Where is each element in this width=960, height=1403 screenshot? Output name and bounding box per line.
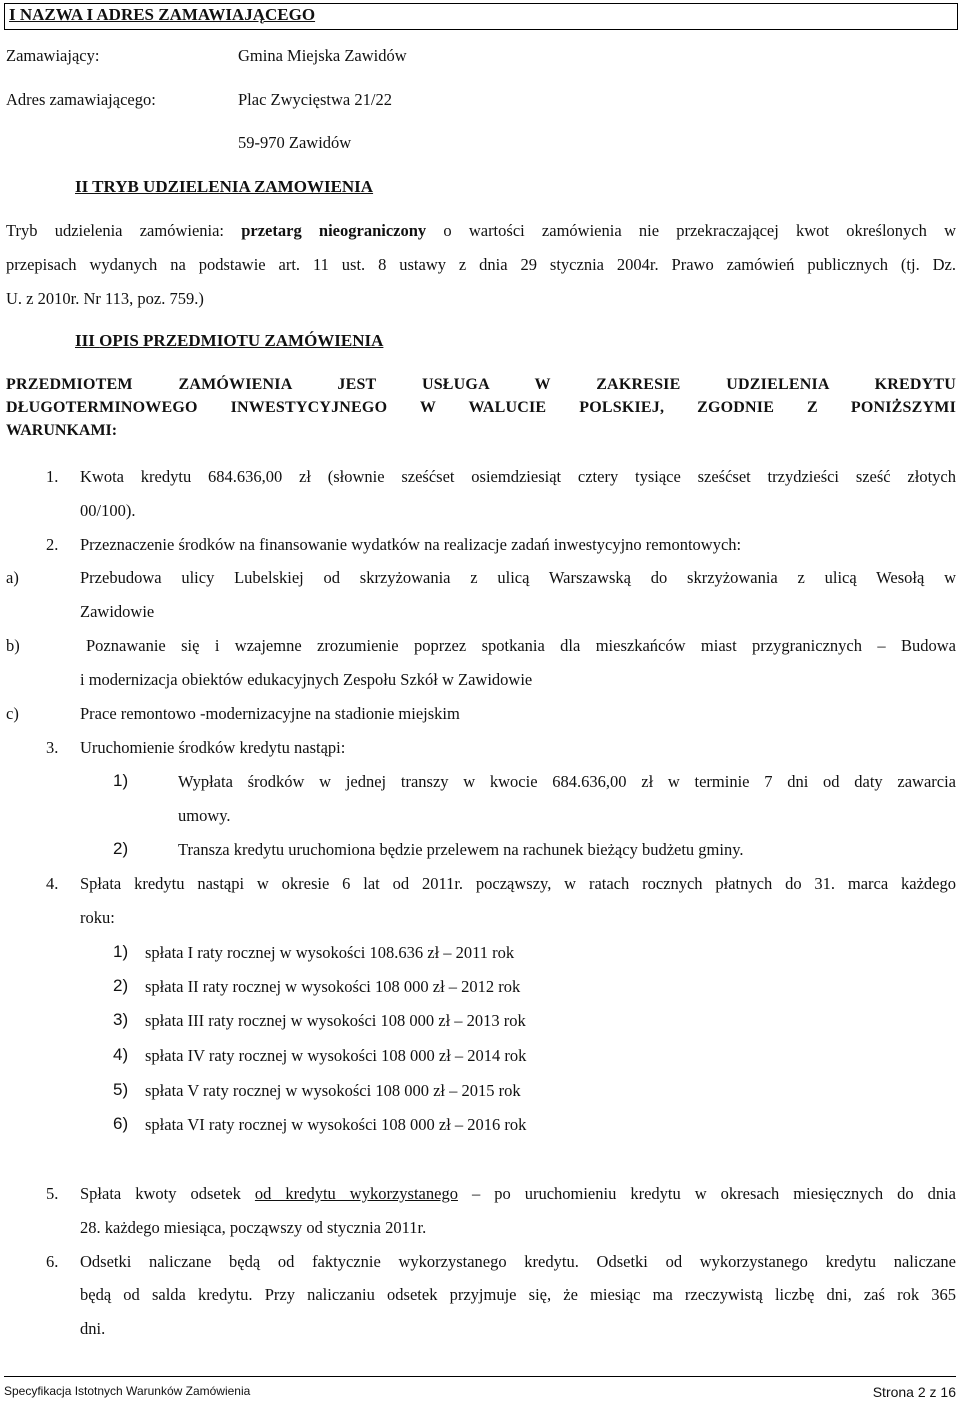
item-3-2-number: 2) [113, 839, 129, 858]
rate-4-number: 4) [113, 1045, 129, 1064]
item-5-text-c: – po uruchomieniu kredytu w okresach miesięcznych do dnia [457, 1184, 956, 1203]
item-3-number: 3. [46, 738, 59, 757]
orderer-value: Gmina Miejska Zawidów [238, 46, 407, 65]
subject-caps-line-2: DŁUGOTERMINOWEGO INWESTYCYJNEGO W WALUCIE POLSKIEJ, ZGODNIE Z PONIŻSZYMI [6, 399, 956, 416]
item-5-line-1 [80, 1184, 956, 1204]
item-6-line-3: dni. [80, 1319, 106, 1338]
rate-5-text: spłata V raty rocznej w wysokości 108 000 zł – 2015 rok [145, 1081, 521, 1100]
address-label: Adres zamawiającego: [6, 90, 156, 109]
rate-6-text: spłata VI raty rocznej w wysokości 108 000 zł – 2016 rok [145, 1115, 527, 1134]
footer-title: Specyfikacja Istotnych Warunków Zamówienia [4, 1384, 251, 1398]
mode-value: przetarg nieograniczony [241, 221, 427, 240]
item-3-1-line-2: umowy. [178, 806, 231, 825]
rate-6-number: 6) [113, 1114, 129, 1133]
item-1-number: 1. [46, 467, 59, 486]
subject-caps-line-3: WARUNKAMI: [6, 422, 118, 439]
section-1-title: I NAZWA I ADRES ZAMAWIAJĄCEGO [9, 5, 316, 24]
section-2-title: II TRYB UDZIELENIA ZAMOWIENIA [75, 177, 374, 196]
item-6-number: 6. [46, 1252, 59, 1271]
item-3-2-line-1: Transza kredytu uruchomiona będzie przelewem na rachunek bieżący budżetu gminy. [178, 840, 744, 859]
mode-line-1 [6, 221, 956, 241]
rate-2-text: spłata II raty rocznej w wysokości 108 000 zł – 2012 rok [145, 977, 521, 996]
item-4-line-1: Spłata kredytu nastąpi w okresie 6 lat od 2011r. począwszy, w ratach rocznych płatnych do 31. marca każdego [80, 874, 956, 893]
rate-3-number: 3) [113, 1010, 129, 1029]
item-c-letter: c) [6, 704, 19, 723]
rate-1-text: spłata I raty rocznej w wysokości 108.636 zł – 2011 rok [145, 943, 515, 962]
page-number: Strona 2 z 16 [872, 1384, 956, 1400]
item-5-line-2: 28. każdego miesiąca, począwszy od stycznia 2011r. [80, 1218, 427, 1237]
rate-4-text: spłata IV raty rocznej w wysokości 108 000 zł – 2014 rok [145, 1046, 527, 1065]
item-2-line-1: Przeznaczenie środków na finansowanie wydatków na realizacje zadań inwestycyjno remontowych: [80, 535, 742, 554]
subject-caps-line-1: PRZEDMIOTEM ZAMÓWIENIA JEST USŁUGA W ZAKRESIE UDZIELENIA KREDYTU [6, 376, 956, 393]
item-b-letter: b) [6, 636, 20, 655]
item-3-line-1: Uruchomienie środków kredytu nastąpi: [80, 738, 346, 757]
mode-text: o wartości zamówienia nie przekraczającej kwot określonych w [426, 221, 956, 240]
item-2-number: 2. [46, 535, 59, 554]
rate-3-text: spłata III raty rocznej w wysokości 108 000 zł – 2013 rok [145, 1011, 526, 1030]
item-b-line-1: Poznawanie się i wzajemne zrozumienie poprzez spotkania dla mieszkańców miast przygranicznych – Budowa [86, 636, 956, 655]
item-c-line-1: Prace remontowo -modernizacyjne na stadionie miejskim [80, 704, 460, 723]
item-b-line-2: i modernizacja obiektów edukacyjnych Zespołu Szkół w Zawidowie [80, 670, 533, 689]
item-6-line-2: będą od salda kredytu. Przy naliczaniu odsetek przyjmuje się, że miesiąc ma rzeczywistą liczbę dni, zaś rok 365 [80, 1285, 956, 1304]
address-value: Plac Zwycięstwa 21/22 [238, 90, 392, 109]
item-5-number: 5. [46, 1184, 59, 1203]
item-a-letter: a) [6, 568, 19, 587]
mode-line-2: przepisach wydanych na podstawie art. 11 ust. 8 ustawy z dnia 29 stycznia 2004r. Prawo zamówień publicznych (tj. Dz. [6, 255, 956, 274]
footer-rule [4, 1376, 956, 1377]
item-a-line-1: Przebudowa ulicy Lubelskiej od skrzyżowania z ulicą Warszawską do skrzyżowania z ulicą Wesołą w [80, 568, 956, 587]
item-4-number: 4. [46, 874, 59, 893]
item-5-text-a: Spłata kwoty odsetek [80, 1184, 255, 1203]
item-6-line-1: Odsetki naliczane będą od faktycznie wykorzystanego kredytu. Odsetki od wykorzystanego kredytu naliczane [80, 1252, 956, 1271]
mode-label: Tryb udzielenia zamówienia: [6, 221, 242, 240]
item-4-line-2: roku: [80, 908, 115, 927]
rate-1-number: 1) [113, 942, 129, 961]
rate-2-number: 2) [113, 976, 129, 995]
section-3-title [75, 331, 383, 351]
item-3-1-line-1: Wypłata środków w jednej transzy w kwocie 684.636,00 zł w terminie 7 dni od daty zawarcia [178, 772, 956, 791]
section-3-text: OPIS PRZEDMIOTU ZAMÓWIENIA [99, 331, 384, 350]
item-3-1-number: 1) [113, 771, 129, 790]
rate-5-number: 5) [113, 1080, 129, 1099]
item-1-line-2: 00/100). [80, 501, 136, 520]
mode-line-3: U. z 2010r. Nr 113, poz. 759.) [6, 289, 204, 308]
item-1-line-1: Kwota kredytu 684.636,00 zł (słownie sześćset osiemdziesiąt cztery tysiące sześćset trzydzieści sześć złotych [80, 467, 956, 486]
postal-value: 59-970 Zawidów [238, 133, 352, 152]
section-3-number: III [75, 331, 100, 350]
item-5-underlined: od kredytu wykorzystanego [254, 1184, 458, 1203]
item-a-line-2: Zawidowie [80, 602, 155, 621]
orderer-label: Zamawiający: [6, 46, 100, 65]
